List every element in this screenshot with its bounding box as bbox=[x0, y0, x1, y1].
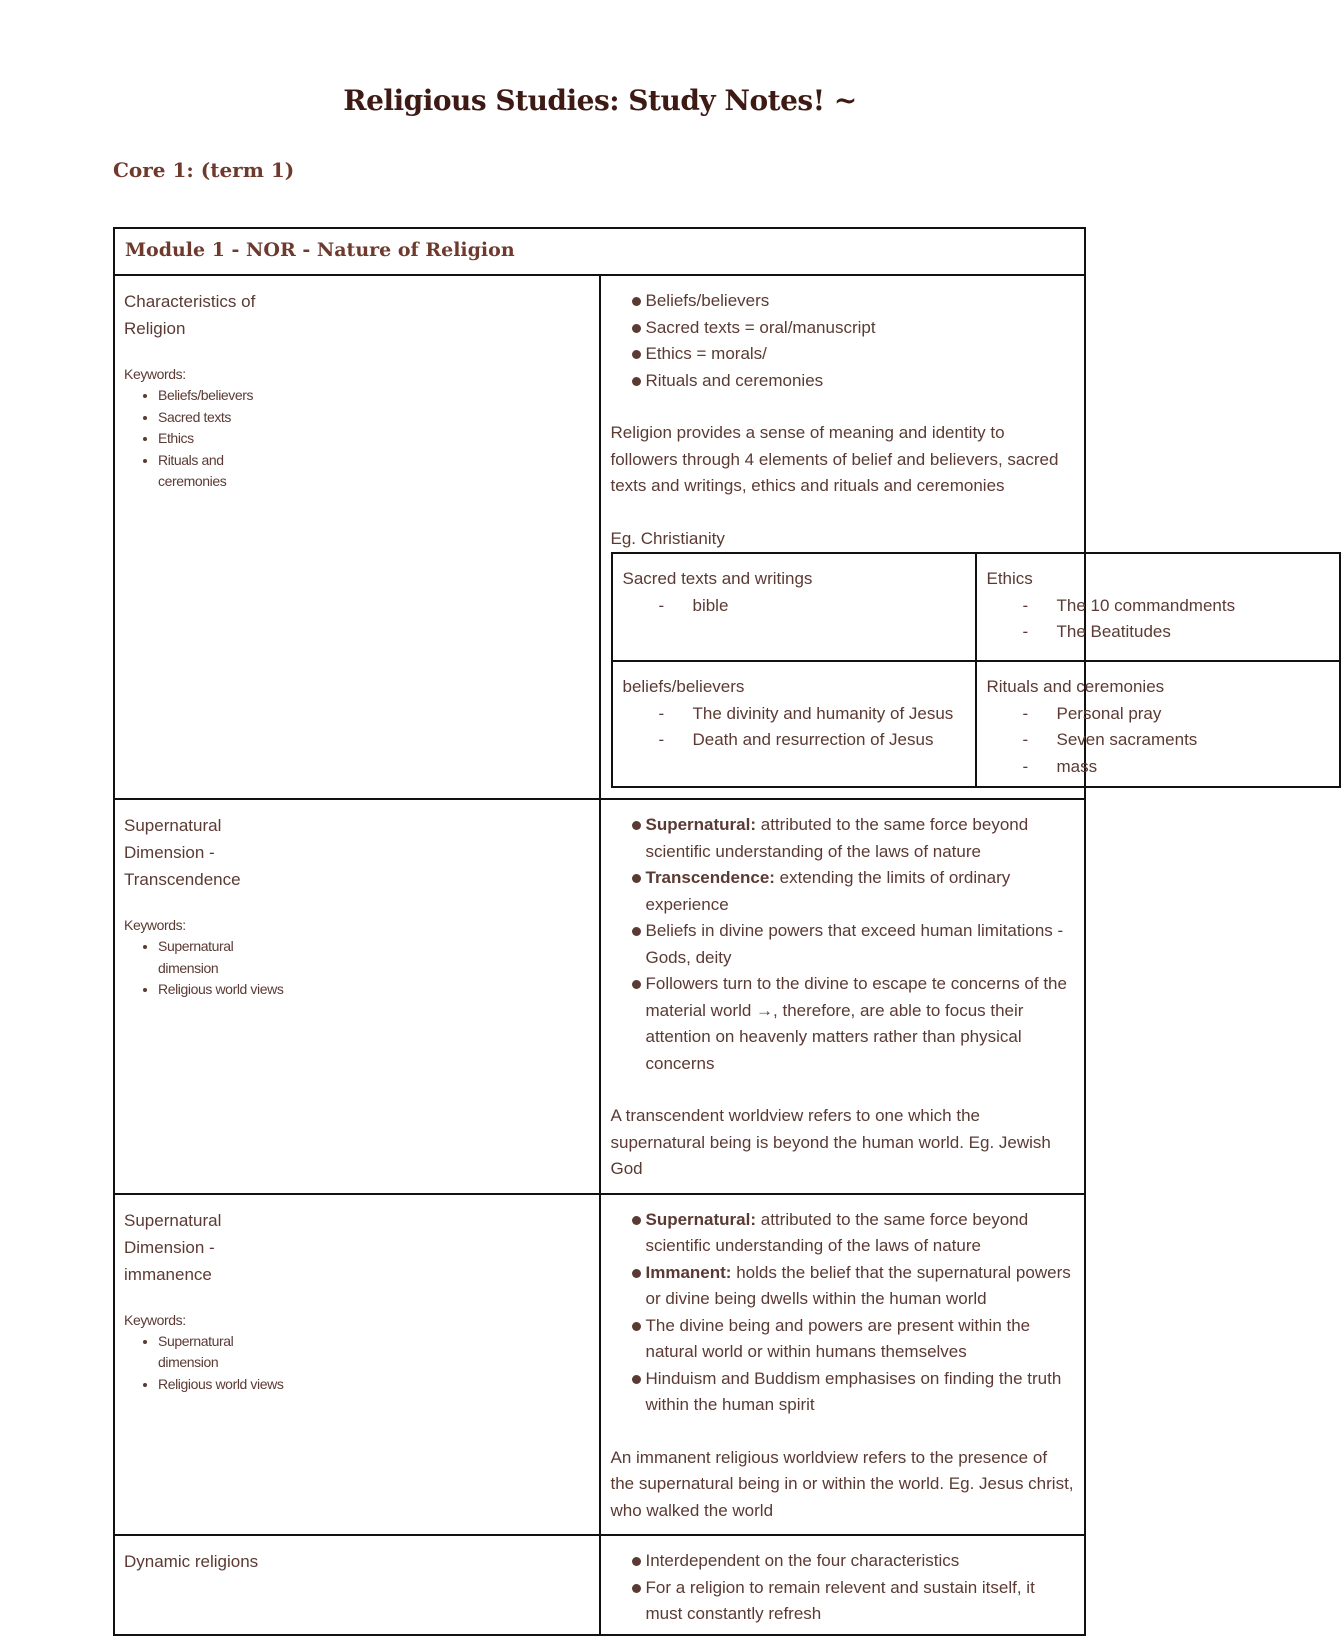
module-header: Module 1 - NOR - Nature of Religion bbox=[114, 228, 1085, 275]
left-cell bbox=[114, 275, 600, 799]
list-item: Rituals and ceremonies bbox=[646, 368, 1075, 395]
left-cell bbox=[114, 1535, 600, 1635]
keyword-item: • Rituals and ceremonies bbox=[158, 450, 248, 493]
notes-table bbox=[113, 227, 1236, 1636]
list-item: Ethics = morals/ bbox=[646, 341, 1075, 368]
list-item: Transcendence: extending the limits of ordinary experience bbox=[646, 865, 1075, 918]
list-item: Interdependent on the four characteristics bbox=[646, 1548, 1075, 1575]
row-title: Supernatural Dimension - immanence bbox=[124, 1210, 222, 1284]
keywords-list bbox=[124, 936, 591, 1001]
table-row bbox=[114, 799, 1085, 1194]
keyword-item: • Religious world views bbox=[158, 979, 591, 1001]
list-item: Hinduism and Buddism emphasises on finding the truth within the human spirit bbox=[646, 1366, 1075, 1419]
list-item: - The 10 commandments bbox=[1057, 593, 1329, 620]
example-heading: Ethics bbox=[986, 569, 1033, 588]
right-cell bbox=[600, 275, 1236, 799]
keywords-label: Keywords: bbox=[124, 917, 186, 933]
bullet-list bbox=[611, 288, 1075, 394]
row-title: Dynamic religions bbox=[124, 1552, 259, 1571]
keyword-item: • Supernatural dimension bbox=[158, 936, 258, 979]
right-cell bbox=[600, 799, 1086, 1194]
list-item: Supernatural: attributed to the same force beyond scientific understanding of the laws of nature bbox=[646, 1207, 1075, 1260]
left-cell bbox=[114, 799, 600, 1194]
list-item: Followers turn to the divine to escape te concerns of the material world →, therefore, are able to focus their attention on heavenly matters rather than physical concerns bbox=[646, 971, 1075, 1077]
keywords-list bbox=[124, 1331, 591, 1396]
example-heading: Sacred texts and writings bbox=[622, 569, 813, 588]
example-cell bbox=[976, 661, 1340, 787]
example-cell bbox=[976, 553, 1340, 661]
keyword-item: • Religious world views bbox=[158, 1374, 591, 1396]
example-label: Eg. Christianity bbox=[610, 528, 725, 548]
list-item: Beliefs in divine powers that exceed human limitations - Gods, deity bbox=[646, 918, 1075, 971]
table-row bbox=[114, 1535, 1085, 1635]
bullet-list bbox=[611, 1207, 1075, 1419]
list-item: - bible bbox=[693, 593, 965, 620]
list-item: For a religion to remain relevent and sustain itself, it must constantly refresh bbox=[646, 1575, 1075, 1628]
keyword-item: • Supernatural dimension bbox=[158, 1331, 258, 1374]
keywords-label: Keywords: bbox=[124, 1311, 186, 1328]
list-item: - Personal pray bbox=[1057, 701, 1329, 728]
summary-paragraph: A transcendent worldview refers to one which the supernatural being is beyond the human world. Eg. Jewish God bbox=[610, 1106, 1051, 1178]
list-item: Immanent: holds the belief that the supernatural powers or divine being dwells within the human world bbox=[646, 1260, 1075, 1313]
list-item: Supernatural: attributed to the same force beyond scientific understanding of the laws of nature bbox=[646, 812, 1075, 865]
list-item: - mass bbox=[1057, 754, 1329, 781]
table-row bbox=[114, 1194, 1085, 1536]
right-cell bbox=[600, 1535, 1086, 1635]
summary-paragraph: An immanent religious worldview refers to the presence of the supernatural being in or within the world. Eg. Jesus christ, who walked the world bbox=[610, 1447, 1074, 1520]
summary-paragraph: Religion provides a sense of meaning and identity to followers through 4 elements of belief and believers, sacred texts and writings, ethics and rituals and ceremonies bbox=[610, 423, 1059, 495]
list-item: Beliefs/believers bbox=[646, 288, 1075, 315]
example-cell bbox=[612, 553, 976, 661]
example-heading: beliefs/believers bbox=[622, 677, 745, 696]
row-title: Supernatural Dimension - Transcendence bbox=[124, 816, 241, 889]
section-subtitle: Core 1: (term 1) bbox=[113, 158, 295, 182]
table-row bbox=[114, 275, 1085, 799]
row-title: Characteristics of Religion bbox=[124, 292, 256, 338]
right-cell bbox=[600, 1194, 1086, 1536]
keyword-item: • Sacred texts bbox=[158, 407, 591, 429]
list-item: - The Beatitudes bbox=[1057, 619, 1329, 646]
left-cell bbox=[114, 1194, 600, 1536]
page-title: Religious Studies: Study Notes! ~ bbox=[343, 84, 857, 117]
example-cell bbox=[612, 661, 976, 787]
list-item: - Death and resurrection of Jesus bbox=[693, 727, 965, 754]
example-table bbox=[611, 552, 1341, 788]
list-item: Sacred texts = oral/manuscript bbox=[646, 315, 1075, 342]
bullet-list bbox=[611, 1548, 1075, 1628]
keyword-item: • Beliefs/believers bbox=[158, 385, 591, 407]
list-item: The divine being and powers are present within the natural world or within humans themselves bbox=[646, 1313, 1075, 1366]
list-item: - Seven sacraments bbox=[1057, 727, 1329, 754]
list-item: - The divinity and humanity of Jesus bbox=[693, 701, 965, 728]
keywords-label: Keywords: bbox=[124, 366, 186, 382]
keyword-item: • Ethics bbox=[158, 428, 591, 450]
example-heading: Rituals and ceremonies bbox=[986, 677, 1165, 696]
keywords-list bbox=[124, 385, 591, 493]
bullet-list bbox=[611, 812, 1075, 1077]
